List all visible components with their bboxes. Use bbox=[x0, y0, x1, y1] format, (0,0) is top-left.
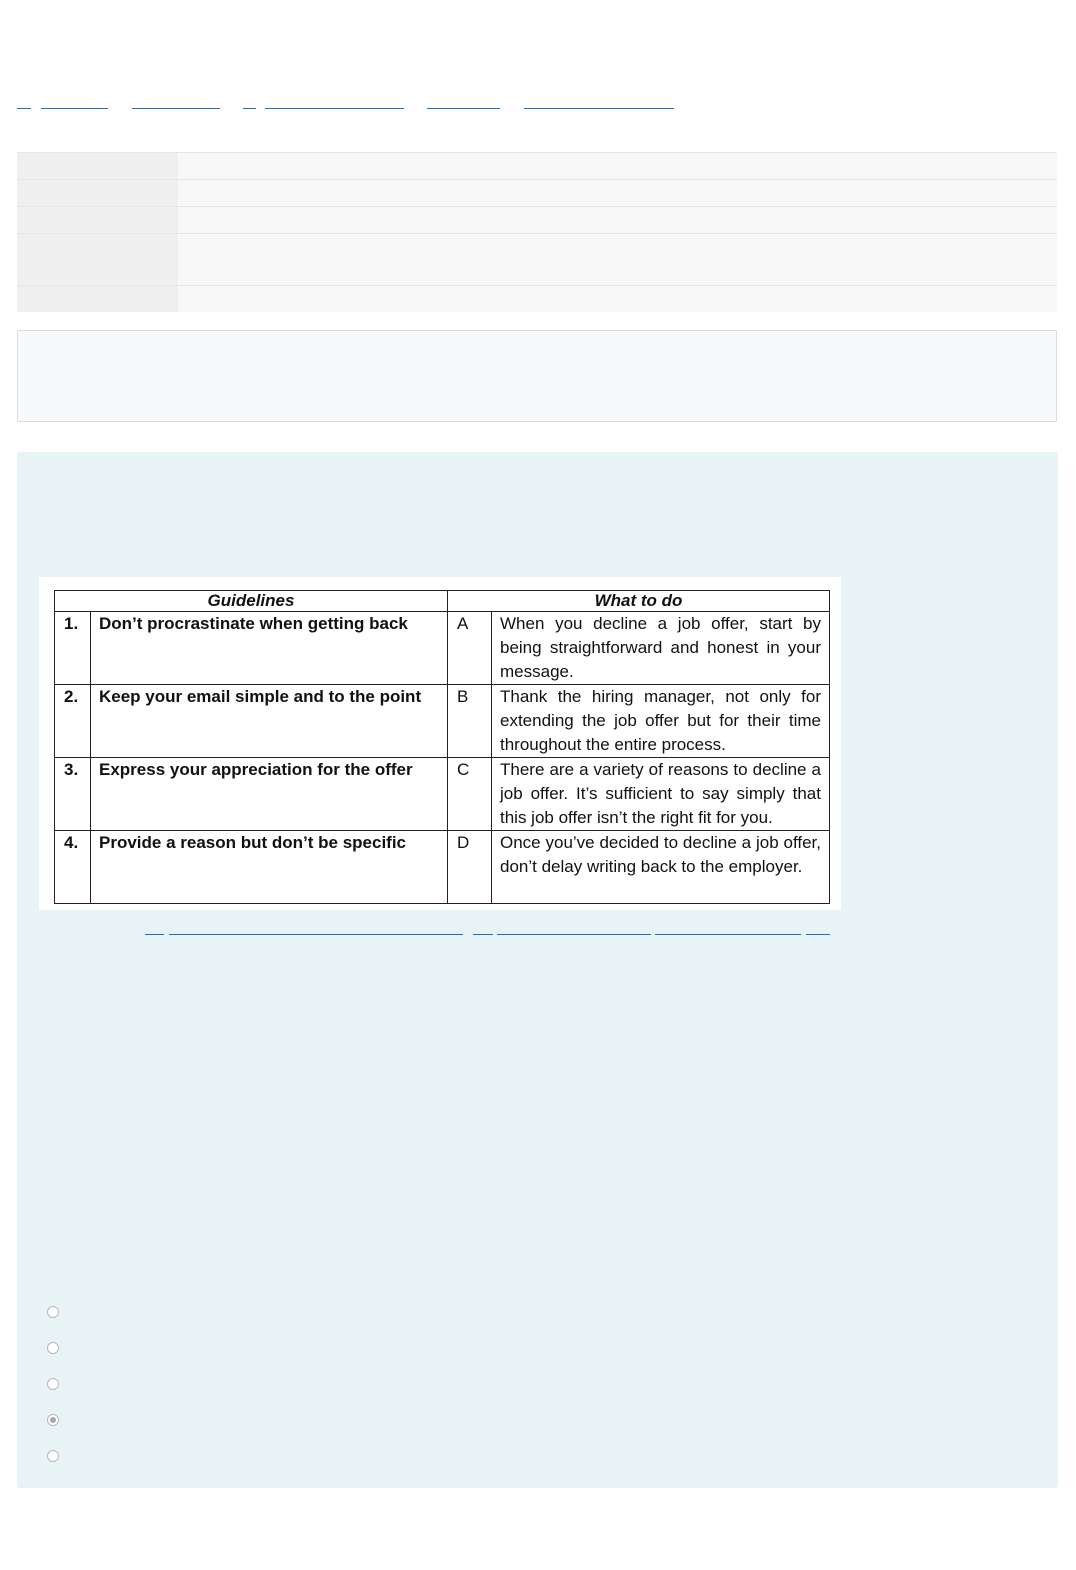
answer-option[interactable] bbox=[47, 1294, 59, 1330]
guideline-text: Keep your email simple and to the point bbox=[91, 685, 448, 758]
breadcrumb-link-4[interactable] bbox=[243, 96, 256, 109]
radio-button[interactable] bbox=[47, 1306, 59, 1318]
reference-link-4[interactable] bbox=[497, 924, 651, 935]
answer-option[interactable] bbox=[47, 1402, 59, 1438]
row-number: 2. bbox=[55, 685, 91, 758]
reference-links bbox=[17, 924, 1058, 938]
header-guidelines: Guidelines bbox=[55, 591, 448, 612]
row-letter: D bbox=[448, 831, 492, 904]
guideline-text: Provide a reason but don’t be specific bbox=[91, 831, 448, 904]
answer-options bbox=[47, 1294, 59, 1474]
row-number: 3. bbox=[55, 758, 91, 831]
reference-link-1[interactable] bbox=[145, 924, 164, 935]
attempt-summary-table bbox=[17, 152, 1057, 312]
reference-link-5[interactable] bbox=[655, 924, 801, 935]
breadcrumb bbox=[0, 96, 1076, 112]
radio-button[interactable] bbox=[47, 1450, 59, 1462]
breadcrumb-link-5[interactable] bbox=[265, 96, 404, 109]
answer-option[interactable] bbox=[47, 1366, 59, 1402]
table-row bbox=[55, 831, 830, 904]
radio-button[interactable] bbox=[47, 1342, 59, 1354]
reference-link-6[interactable] bbox=[806, 924, 830, 935]
summary-row bbox=[17, 285, 1057, 312]
guideline-text: Express your appreciation for the offer bbox=[91, 758, 448, 831]
breadcrumb-link-2[interactable] bbox=[41, 96, 108, 109]
what-to-do-text: When you decline a job offer, start by being straightforward and honest in your message. bbox=[492, 612, 830, 685]
radio-button[interactable] bbox=[47, 1414, 59, 1426]
what-to-do-text: Once you’ve decided to decline a job offer, don’t delay writing back to the employer. bbox=[492, 831, 830, 904]
summary-row bbox=[17, 152, 1057, 179]
row-number: 4. bbox=[55, 831, 91, 904]
table-row bbox=[55, 758, 830, 831]
row-number: 1. bbox=[55, 612, 91, 685]
reference-link-2[interactable] bbox=[169, 924, 463, 935]
header-what-to-do: What to do bbox=[448, 591, 830, 612]
what-to-do-text: Thank the hiring manager, not only for extending the job offer but for their time throughout the entire process. bbox=[492, 685, 830, 758]
question-figure bbox=[39, 577, 841, 910]
question-panel bbox=[17, 452, 1058, 1488]
radio-button[interactable] bbox=[47, 1378, 59, 1390]
breadcrumb-link-7[interactable] bbox=[524, 96, 674, 109]
breadcrumb-link-3[interactable] bbox=[132, 96, 220, 109]
info-box bbox=[17, 330, 1057, 422]
summary-row bbox=[17, 206, 1057, 233]
row-letter: C bbox=[448, 758, 492, 831]
guideline-text: Don’t procrastinate when getting back bbox=[91, 612, 448, 685]
summary-row bbox=[17, 179, 1057, 206]
row-letter: B bbox=[448, 685, 492, 758]
what-to-do-text: There are a variety of reasons to decline a job offer. It’s sufficient to say simply that this job offer isn’t the right fit for you. bbox=[492, 758, 830, 831]
answer-option[interactable] bbox=[47, 1438, 59, 1474]
breadcrumb-link-6[interactable] bbox=[427, 96, 500, 109]
guidelines-table bbox=[54, 590, 830, 904]
breadcrumb-link-1[interactable] bbox=[17, 96, 31, 109]
table-row bbox=[55, 612, 830, 685]
table-row bbox=[55, 685, 830, 758]
reference-link-3[interactable] bbox=[473, 924, 493, 935]
row-letter: A bbox=[448, 612, 492, 685]
answer-option[interactable] bbox=[47, 1330, 59, 1366]
summary-row bbox=[17, 233, 1057, 285]
